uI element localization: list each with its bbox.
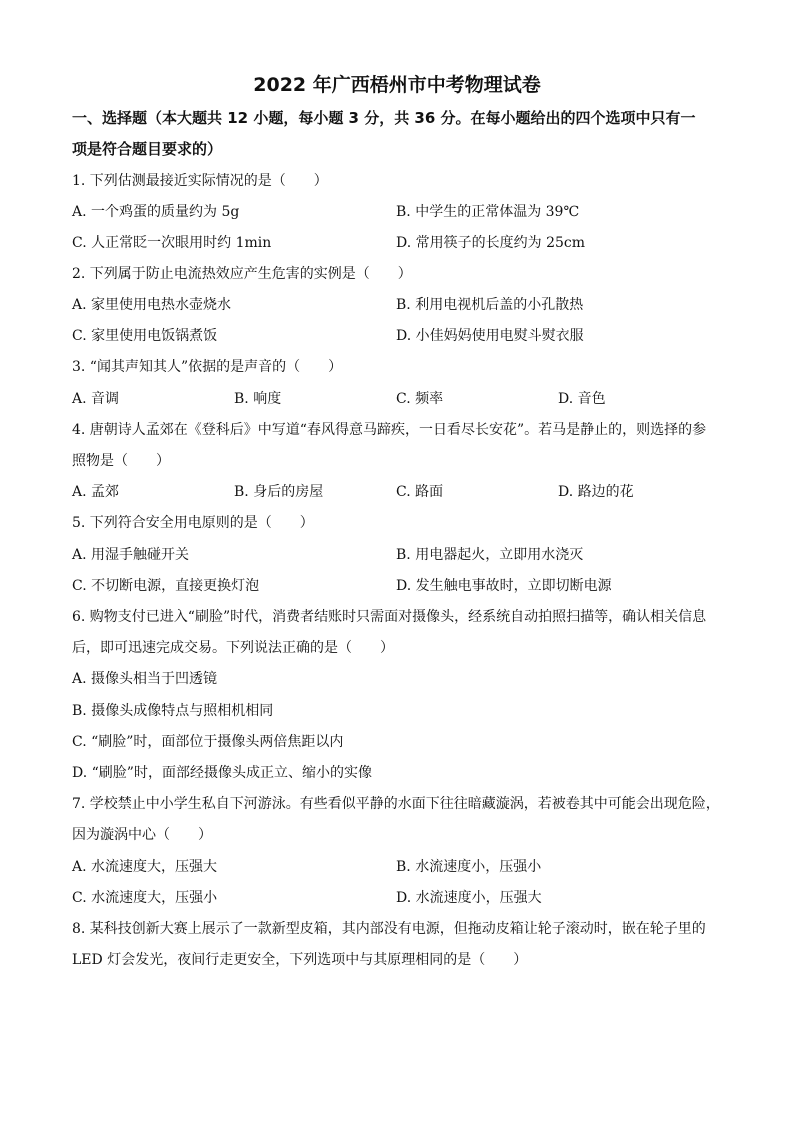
- question-6-option-a: A. 摄像头相当于凹透镜: [72, 671, 218, 687]
- question-4-option-d: D. 路边的花: [558, 484, 634, 500]
- question-5-option-c: C. 不切断电源，直接更换灯泡: [72, 578, 260, 594]
- question-1-option-b: B. 中学生的正常体温为 39℃: [396, 204, 580, 220]
- question-5-option-a: A. 用湿手触碰开关: [72, 547, 190, 563]
- question-3-option-c: C. 频率: [396, 391, 444, 407]
- question-7-stem-line-2: 因为漩涡中心（ ）: [72, 827, 212, 843]
- question-4-stem-line-1: 4. 唐朝诗人孟郊在《登科后》中写道“春风得意马蹄疾，一日看尽长安花”。若马是静止的，则选择的参: [72, 422, 707, 438]
- question-2-option-a: A. 家里使用电热水壶烧水: [72, 297, 232, 313]
- question-5-option-d: D. 发生触电事故时，立即切断电源: [396, 578, 612, 594]
- question-2-option-b: B. 利用电视机后盖的小孔散热: [396, 297, 584, 313]
- question-7-option-c: C. 水流速度大，压强小: [72, 890, 218, 906]
- section-heading-line-2: 项是符合题目要求的）: [72, 140, 223, 158]
- question-1-stem: 1. 下列估测最接近实际情况的是（ ）: [72, 173, 328, 189]
- question-2-option-c: C. 家里使用电饭锅煮饭: [72, 328, 218, 344]
- question-7-option-a: A. 水流速度大，压强大: [72, 859, 218, 875]
- question-5-option-b: B. 用电器起火，立即用水浇灭: [396, 547, 584, 563]
- question-6-option-c: C. “刷脸”时，面部位于摄像头两倍焦距以内: [72, 734, 344, 750]
- question-4-option-b: B. 身后的房屋: [234, 484, 324, 500]
- question-5-stem: 5. 下列符合安全用电原则的是（ ）: [72, 515, 314, 531]
- question-3-option-a: A. 音调: [72, 391, 120, 407]
- question-4-stem-line-2: 照物是（ ）: [72, 453, 170, 469]
- question-6-option-d: D. “刷脸”时，面部经摄像头成正立、缩小的实像: [72, 765, 372, 781]
- question-2-option-d: D. 小佳妈妈使用电熨斗熨衣服: [396, 328, 584, 344]
- question-3-stem: 3. “闻其声知其人”依据的是声音的（ ）: [72, 359, 343, 375]
- question-2-stem: 2. 下列属于防止电流热效应产生危害的实例是（ ）: [72, 266, 412, 282]
- question-6-option-b: B. 摄像头成像特点与照相机相同: [72, 703, 274, 719]
- question-3-option-b: B. 响度: [234, 391, 282, 407]
- question-4-option-c: C. 路面: [396, 484, 444, 500]
- section-heading-line-1: 一、选择题（本大题共 12 小题，每小题 3 分，共 36 分。在每小题给出的四个选项中只有一: [72, 109, 696, 127]
- question-1-option-c: C. 人正常眨一次眼用时约 1min: [72, 235, 272, 251]
- page-title: 2022 年广西梧州市中考物理试卷: [253, 74, 541, 96]
- question-7-option-d: D. 水流速度小，压强大: [396, 890, 542, 906]
- question-6-stem-line-1: 6. 购物支付已进入“刷脸”时代，消费者结账时只需面对摄像头，经系统自动拍照扫描等，确认相关信息: [72, 609, 707, 625]
- question-8-stem-line-2: LED 灯会发光，夜间行走更安全，下列选项中与其原理相同的是（ ）: [72, 952, 528, 968]
- question-7-stem-line-1: 7. 学校禁止中小学生私自下河游泳。有些看似平静的水面下往往暗藏漩涡，若被卷其中可能会出现危险，: [72, 796, 720, 812]
- question-7-option-b: B. 水流速度小，压强小: [396, 859, 542, 875]
- question-4-option-a: A. 孟郊: [72, 484, 120, 500]
- question-3-option-d: D. 音色: [558, 391, 606, 407]
- question-8-stem-line-1: 8. 某科技创新大赛上展示了一款新型皮箱，其内部没有电源，但拖动皮箱让轮子滚动时，嵌在轮子里的: [72, 921, 706, 937]
- question-6-stem-line-2: 后，即可迅速完成交易。下列说法正确的是（ ）: [72, 640, 394, 656]
- question-1-option-a: A. 一个鸡蛋的质量约为 5g: [72, 204, 240, 220]
- question-1-option-d: D. 常用筷子的长度约为 25cm: [396, 235, 586, 251]
